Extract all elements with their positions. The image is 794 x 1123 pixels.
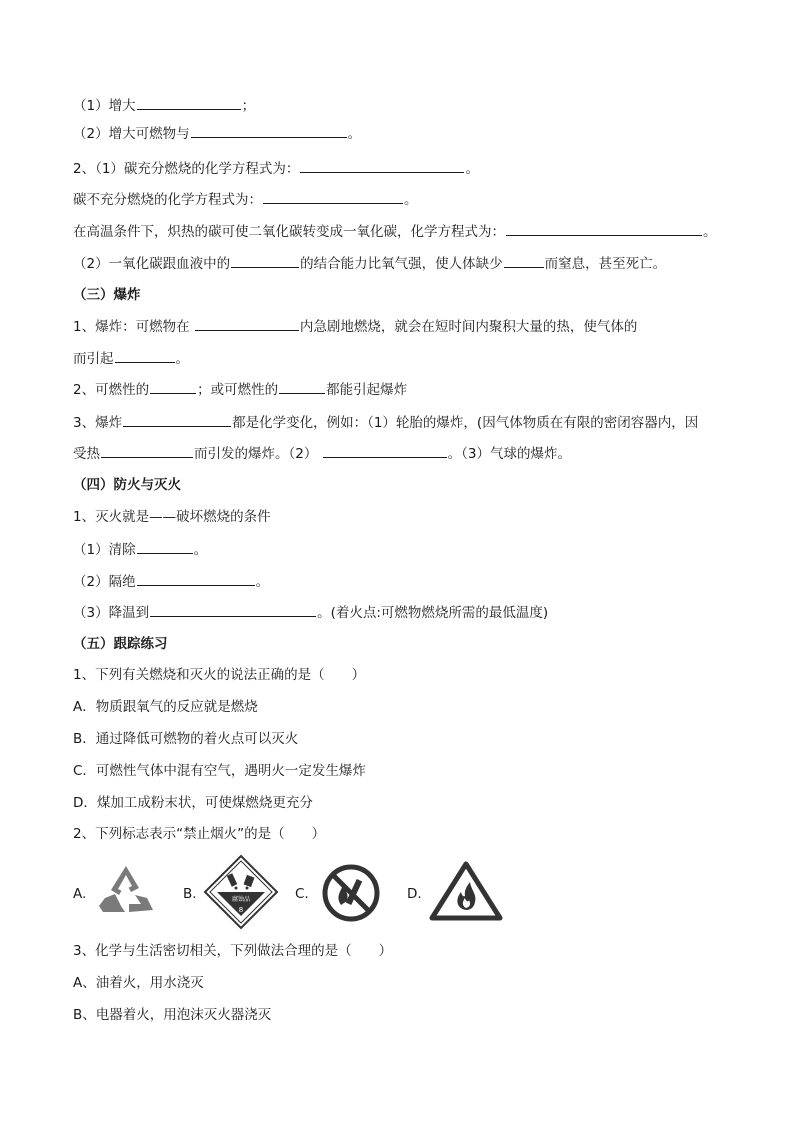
line-l2 — [73, 123, 361, 143]
corrosive-class-number: 8 — [238, 906, 244, 914]
line-l12 — [73, 443, 571, 463]
q3-option-a — [73, 973, 204, 993]
text-segment: 的结合能力比氧气强，使人体缺少 — [300, 256, 503, 272]
text-segment: 内急剧地燃烧，就会在短时间内聚积大量的热，使气体的 — [299, 319, 638, 335]
fill-in-blank[interactable] — [137, 95, 241, 110]
text-segment: B、电器着火，用泡沫灭火器浇灭 — [73, 1007, 272, 1023]
text-segment: 而窒息，甚至死亡。 — [544, 256, 667, 272]
text-segment: （三）爆炸 — [73, 287, 141, 303]
text-segment: 3、化学与生活密切相关，下列做法合理的是（ ） — [73, 943, 393, 959]
text-segment: A、油着火，用水浇灭 — [73, 975, 204, 991]
fill-in-blank[interactable] — [123, 412, 231, 427]
text-segment: 。 — [703, 224, 717, 240]
line-l1 — [73, 95, 255, 115]
sign-label-d: D. — [407, 886, 422, 902]
line-l14 — [73, 507, 271, 527]
fill-in-blank[interactable] — [263, 189, 403, 204]
fill-in-blank[interactable] — [101, 443, 193, 458]
text-segment: 。 — [175, 351, 189, 367]
line-l5 — [73, 221, 717, 241]
line-l15 — [73, 539, 207, 559]
sign-label-a: A. — [73, 886, 87, 902]
text-segment: D．煤加工成粉末状，可使煤燃烧更充分 — [73, 795, 313, 811]
section-heading-practice — [73, 634, 168, 654]
text-segment: 碳不充分燃烧的化学方程式为： — [73, 192, 262, 208]
line-l17 — [73, 602, 548, 622]
text-segment: （四）防火与灭火 — [73, 477, 181, 493]
fill-in-blank[interactable] — [150, 379, 196, 394]
fill-in-blank[interactable] — [150, 602, 316, 617]
q1-option-c — [73, 761, 366, 781]
fill-in-blank[interactable] — [137, 539, 193, 554]
fill-in-blank[interactable] — [195, 316, 299, 331]
text-segment: 都是化学变化，例如：（1）轮胎的爆炸，(因气体物质在有限的密闭容器内，因 — [232, 415, 699, 431]
text-segment: ； — [241, 98, 256, 114]
fill-in-blank[interactable] — [279, 379, 325, 394]
line-l10 — [73, 379, 407, 399]
fill-in-blank[interactable] — [115, 348, 175, 363]
text-segment: （1）清除 — [73, 542, 136, 558]
fill-in-blank[interactable] — [137, 571, 255, 586]
fill-in-blank[interactable] — [300, 158, 464, 173]
text-segment: 。 — [404, 192, 418, 208]
text-segment: 1、爆炸：可燃物在 — [73, 319, 194, 335]
text-segment: 而引起 — [73, 351, 114, 367]
fill-in-blank[interactable] — [506, 221, 702, 236]
question-1 — [73, 665, 365, 685]
text-segment: 而引发的爆炸。（2） — [194, 446, 322, 462]
q1-option-a — [73, 697, 258, 717]
recycle-icon — [95, 862, 157, 920]
text-segment: 1、下列有关燃烧和灭火的说法正确的是（ ） — [73, 667, 366, 683]
sign-label-b: B. — [183, 886, 197, 902]
corrosive-label: 腐蚀品 — [231, 896, 251, 903]
text-segment: （2）隔绝 — [73, 574, 136, 590]
line-l8 — [73, 316, 637, 336]
text-segment: 2、（1）碳充分燃烧的化学方程式为： — [73, 161, 300, 177]
text-segment: （2）增大可燃物与 — [73, 126, 190, 142]
text-segment: （1）增大 — [73, 98, 136, 114]
text-segment: C．可燃性气体中混有空气，遇明火一定发生爆炸 — [73, 763, 366, 779]
line-l3 — [73, 158, 479, 178]
q1-option-b — [73, 729, 298, 749]
line-l11 — [73, 412, 698, 432]
text-segment: 。 — [255, 574, 270, 590]
question-3 — [73, 941, 392, 961]
fill-in-blank[interactable] — [191, 123, 347, 138]
text-segment: 。（3）气球的爆炸。 — [447, 446, 571, 462]
section-heading-explosion — [73, 285, 141, 305]
section-heading-fire-prevention — [73, 475, 181, 495]
text-segment: （3）降温到 — [73, 605, 150, 621]
text-segment: 受热 — [73, 446, 100, 462]
corrosive-icon — [203, 854, 279, 930]
text-segment: ；或可燃性的 — [197, 382, 279, 398]
text-segment: 在高温条件下，炽热的碳可使二氧化碳转变成一氧化碳，化学方程式为： — [73, 224, 505, 240]
text-segment: 都能引起爆炸 — [326, 382, 408, 398]
q2-sign-options — [73, 862, 513, 922]
line-l16 — [73, 571, 269, 591]
text-segment: 。 — [347, 126, 362, 142]
line-l4 — [73, 189, 418, 209]
q1-option-d — [73, 793, 313, 813]
fill-in-blank[interactable] — [323, 443, 447, 458]
sign-label-c: C. — [295, 886, 309, 902]
text-segment: 。 — [193, 542, 208, 558]
fill-in-blank[interactable] — [504, 253, 544, 268]
line-l9 — [73, 348, 189, 368]
no-fire-icon — [321, 863, 381, 923]
line-l6 — [73, 253, 666, 273]
flammable-icon — [429, 860, 503, 922]
q3-option-b — [73, 1005, 271, 1025]
text-segment: B．通过降低可燃物的着火点可以灭火 — [73, 731, 299, 747]
fill-in-blank[interactable] — [231, 253, 299, 268]
text-segment: 3、爆炸 — [73, 415, 123, 431]
text-segment: 。 — [465, 161, 479, 177]
text-segment: A．物质跟氧气的反应就是燃烧 — [73, 699, 258, 715]
text-segment: （五）跟踪练习 — [73, 636, 168, 652]
question-2 — [73, 824, 325, 844]
text-segment: 2、可燃性的 — [73, 382, 150, 398]
text-segment: 2、下列标志表示“禁止烟火”的是（ ） — [73, 826, 326, 842]
text-segment: 1、灭火就是——破坏燃烧的条件 — [73, 509, 271, 525]
text-segment: （2）一氧化碳跟血液中的 — [73, 256, 231, 272]
text-segment: 。(着火点:可燃物燃烧所需的最低温度) — [317, 605, 549, 621]
